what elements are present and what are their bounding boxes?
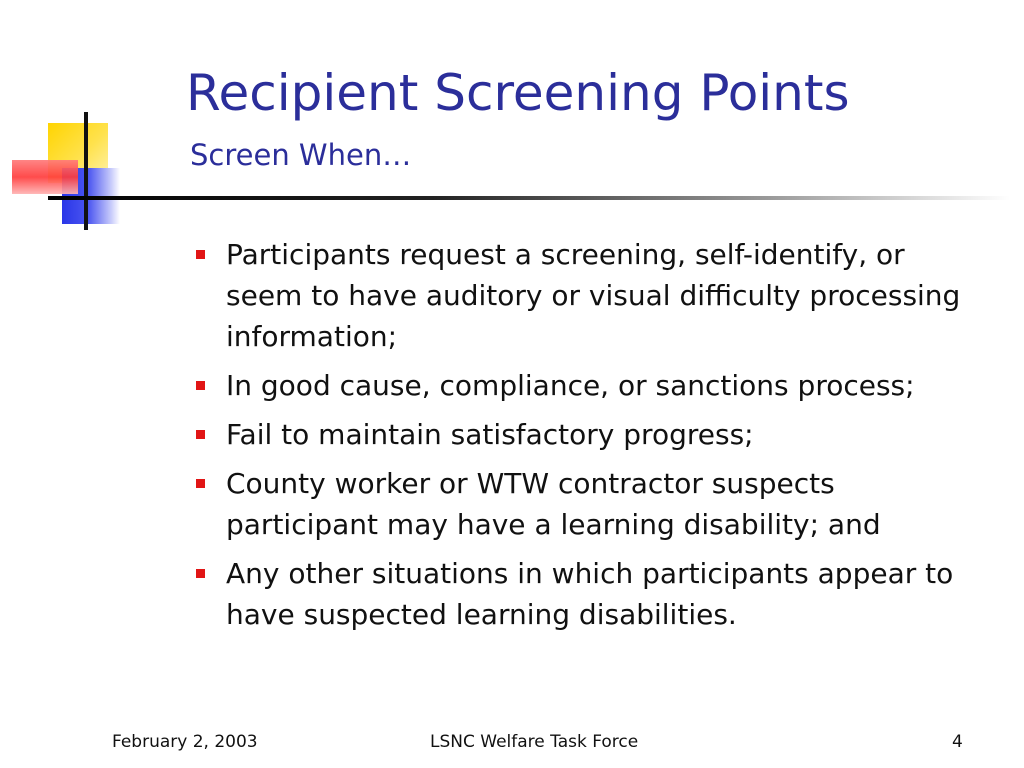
bullet-text: Fail to maintain satisfactory progress; xyxy=(226,418,754,451)
bullet-item xyxy=(196,414,986,455)
bullet-text: Participants request a screening, self-identify, or seem to have auditory or visual difficulty processing information; xyxy=(226,238,961,353)
bullet-text: Any other situations in which participants appear to have suspected learning disabilities. xyxy=(226,557,954,631)
slide-subtitle: Screen When… xyxy=(190,138,412,172)
footer-organization: LSNC Welfare Task Force xyxy=(430,732,639,752)
red-bar-decoration xyxy=(12,160,78,194)
slide-title: Recipient Screening Points xyxy=(186,64,850,122)
title-underline-rule xyxy=(48,196,1010,200)
bullet-item xyxy=(196,234,986,357)
vertical-rule xyxy=(84,112,88,230)
bullet-list xyxy=(196,234,986,643)
page-number: 4 xyxy=(952,732,963,752)
bullet-item xyxy=(196,365,986,406)
square-bullet-icon xyxy=(196,569,205,578)
bullet-item xyxy=(196,553,986,635)
square-bullet-icon xyxy=(196,479,205,488)
square-bullet-icon xyxy=(196,250,205,259)
bullet-text: In good cause, compliance, or sanctions process; xyxy=(226,369,915,402)
bullet-text: County worker or WTW contractor suspects participant may have a learning disability; and xyxy=(226,467,881,541)
footer-date: February 2, 2003 xyxy=(112,732,258,752)
bullet-item xyxy=(196,463,986,545)
square-bullet-icon xyxy=(196,381,205,390)
square-bullet-icon xyxy=(196,430,205,439)
